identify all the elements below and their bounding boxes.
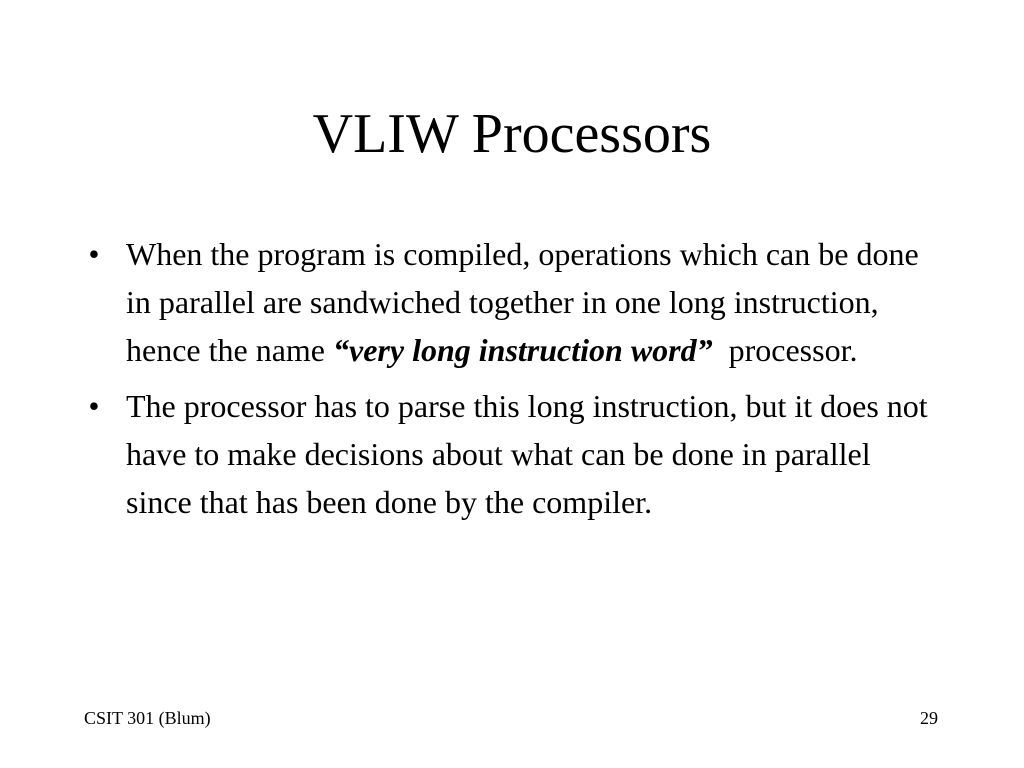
slide-title: VLIW Processors xyxy=(312,103,712,165)
bullet-text: When the program is compiled, operations which can be done in parallel are sandwiched together in one long instruction, hence the name xyxy=(126,236,919,368)
bullet-item xyxy=(84,230,944,374)
bullet-item xyxy=(84,382,944,526)
footer-course-label: CSIT 301 (Blum) xyxy=(84,708,211,728)
bullet-text-tail: processor. xyxy=(712,332,858,368)
bullet-icon: • xyxy=(88,236,100,272)
bullet-emphasis: “very long instruction word” xyxy=(333,332,713,368)
bullet-text: The processor has to parse this long instruction, but it does not have to make decisions about what can be done in parallel since that has been done by the compiler. xyxy=(126,388,928,520)
page-number: 29 xyxy=(920,708,938,728)
bullet-icon: • xyxy=(88,388,100,424)
bullet-list xyxy=(84,230,944,534)
